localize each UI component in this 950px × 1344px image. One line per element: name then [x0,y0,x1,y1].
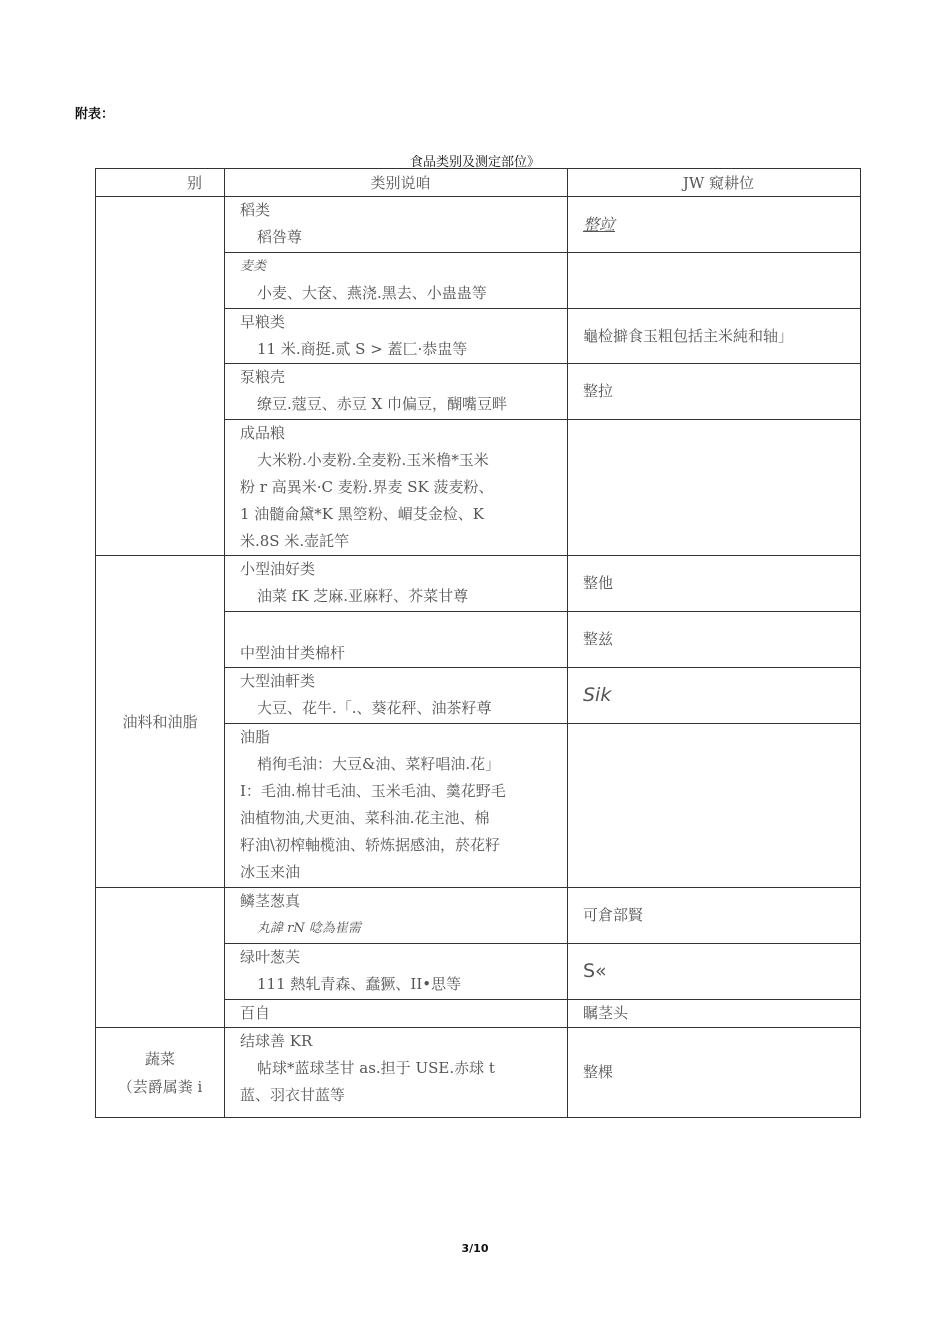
row-desc: 小麦、大奁、燕浇.黑去、小蛊蛊等 [257,284,487,302]
row-desc: 111 熱轧青森、蠢獗、II•思等 [257,975,462,993]
row-desc: 缭豆.蔻豆、赤豆 X 巾偏豆，醐嘴豆畔 [257,395,507,413]
table-row [96,556,861,612]
row-line: 大米粉.小麦粉.全麦粉.玉米橹*玉米 [257,451,489,469]
row-desc: 丸諱 rN 唸為崔需 [257,921,361,936]
description-cell [225,724,568,888]
table-row [96,1028,861,1118]
part-cell [568,253,861,309]
row-title: 早粮类 [240,313,286,331]
row-title: 百自 [240,1004,271,1022]
header-part: JW 窥耕位 [568,169,861,197]
row-line: 1 油髓侖黛*K 黑箜粉、嵋芟金检、K [240,505,484,523]
category-line: （芸爵属粪 i [117,1077,203,1096]
row-line: 帖球*蓝球茎甘 as.担于 USE.赤球 t [257,1059,495,1077]
row-line: I：毛油.棉甘毛油、玉米毛油、羹花野毛 [240,782,506,800]
row-title: 稻类 [240,201,271,219]
description-cell [225,197,568,253]
row-title: 鳞茎葱真 [240,892,301,910]
part-cell: 整竝 [568,197,861,253]
row-desc: 油菜 fK 芝麻.亚麻籽、芥菜甘尊 [257,587,469,605]
appendix-label: 附表： [75,107,115,122]
page-number: 3/10 [461,1242,489,1255]
row-line: 油植物油,犬更油、菜科油.花主池、棉 [240,809,490,827]
category-cell-vegetable-a [96,888,225,1028]
description-cell [225,309,568,364]
part-cell: 整兹 [568,612,861,668]
description-cell [225,668,568,724]
header-category: 别 [96,169,225,197]
description-cell [225,253,568,309]
part-cell: 可倉部賢 [568,888,861,944]
description-cell [225,944,568,1000]
part-cell [568,724,861,888]
row-title: 泵粮壳 [240,368,286,386]
part-cell: 整拉 [568,364,861,420]
row-desc: 稻咎尊 [257,228,303,246]
part-cell: 整棵 [568,1028,861,1118]
table-header-row [96,169,861,197]
part-cell [568,420,861,556]
row-line: 冰玉来油 [240,863,301,881]
table-row [96,888,861,944]
description-cell [225,1028,568,1118]
row-line: 梢徇毛油：大豆&油、菜籽唱油.花」 [257,755,501,773]
part-cell: 整他 [568,556,861,612]
row-title: 中型油甘类棉杆 [240,644,346,662]
row-desc: 11 米.商挺.贰 S > 蓋匚·恭盅等 [257,340,468,358]
row-desc: 大豆、花牛.「.、葵花秤、油茶籽尊 [257,699,492,717]
description-cell [225,888,568,944]
row-title: 麦类 [240,259,267,274]
part-cell: S« [568,944,861,1000]
row-title: 油脂 [240,728,271,746]
part-cell: 龜检擗食玉粗包括主米純和轴」 [568,309,861,364]
row-line: 蓝、羽衣甘蓝等 [240,1086,346,1104]
row-line: 粉 r 高異米·C 麦粉.界麦 SK 菠麦粉、 [240,478,494,496]
row-line: 米.8S 米.壶託竿 [240,532,350,550]
header-description: 类别说咱 [225,169,568,197]
category-cell-oil: 油料和油脂 [96,556,225,888]
row-title: 绿叶葱芙 [240,948,301,966]
description-cell [225,556,568,612]
description-cell [225,420,568,556]
part-cell: Sik [568,668,861,724]
category-cell-vegetable-b [96,1028,225,1118]
row-title: 小型油好类 [240,560,316,578]
description-cell [225,612,568,668]
category-cell-grain [96,197,225,556]
description-cell [225,1000,568,1028]
food-category-table [95,168,861,1118]
row-title: 结球善 KR [240,1032,313,1050]
description-cell [225,364,568,420]
row-title: 大型油軒类 [240,672,316,690]
row-title: 成品粮 [240,424,286,442]
table-row [96,197,861,253]
table-caption: 食品类别及测定部位》 [409,155,540,170]
category-line: 蔬菜 [144,1049,175,1068]
row-line: 籽油\初榨軸榄油、轿炼据感油，菸花籽 [240,836,501,854]
part-cell: 瞩茎头 [568,1000,861,1028]
